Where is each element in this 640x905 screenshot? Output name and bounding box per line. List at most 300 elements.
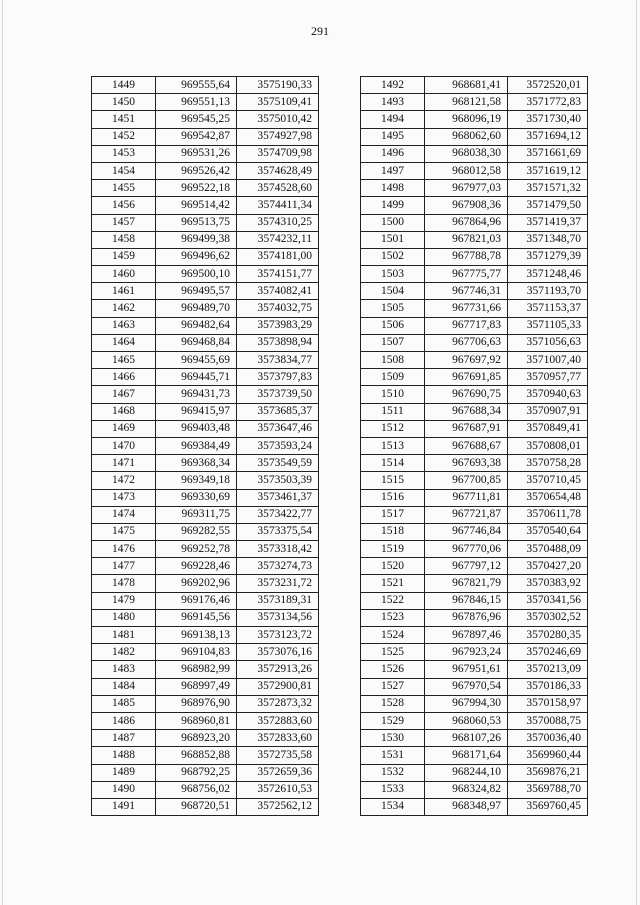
x-coordinate-cell: 968976,90: [156, 695, 237, 712]
y-coordinate-cell: 3570280,35: [508, 627, 588, 644]
x-coordinate-cell: 967693,38: [425, 455, 508, 472]
x-coordinate-cell: 967697,92: [425, 352, 508, 369]
x-coordinate-cell: 968852,88: [156, 747, 237, 764]
point-number-cell: 1468: [92, 403, 156, 420]
table-row: [92, 437, 319, 454]
x-coordinate-cell: 967690,75: [425, 386, 508, 403]
x-coordinate-cell: 968923,20: [156, 730, 237, 747]
y-coordinate-cell: 3571772,83: [508, 94, 588, 111]
point-number-cell: 1526: [361, 661, 425, 678]
x-coordinate-cell: 968062,60: [425, 128, 508, 145]
y-coordinate-cell: 3571193,70: [508, 283, 588, 300]
y-coordinate-cell: 3573834,77: [237, 352, 319, 369]
x-coordinate-cell: 967994,30: [425, 695, 508, 712]
x-coordinate-cell: 969468,84: [156, 334, 237, 351]
table-row: [361, 644, 588, 661]
point-number-cell: 1525: [361, 644, 425, 661]
table-row: [361, 747, 588, 764]
y-coordinate-cell: 3572610,53: [237, 781, 319, 798]
y-coordinate-cell: 3572659,36: [237, 764, 319, 781]
point-number-cell: 1455: [92, 180, 156, 197]
x-coordinate-cell: 969500,10: [156, 266, 237, 283]
x-coordinate-cell: 967897,46: [425, 627, 508, 644]
point-number-cell: 1497: [361, 162, 425, 179]
y-coordinate-cell: 3570088,75: [508, 712, 588, 729]
y-coordinate-cell: 3570654,48: [508, 489, 588, 506]
table-row: [92, 627, 319, 644]
point-number-cell: 1520: [361, 558, 425, 575]
coordinates-table-right: [360, 76, 588, 816]
y-coordinate-cell: 3573503,39: [237, 472, 319, 489]
y-coordinate-cell: 3574528,60: [237, 180, 319, 197]
x-coordinate-cell: 969489,70: [156, 300, 237, 317]
y-coordinate-cell: 3575010,42: [237, 111, 319, 128]
table-row: [92, 162, 319, 179]
x-coordinate-cell: 969138,13: [156, 627, 237, 644]
x-coordinate-cell: 968060,53: [425, 712, 508, 729]
point-number-cell: 1531: [361, 747, 425, 764]
point-number-cell: 1453: [92, 145, 156, 162]
table-row: [361, 437, 588, 454]
table-row: [361, 661, 588, 678]
y-coordinate-cell: 3569876,21: [508, 764, 588, 781]
table-row: [361, 455, 588, 472]
point-number-cell: 1482: [92, 644, 156, 661]
y-coordinate-cell: 3573134,56: [237, 609, 319, 626]
y-coordinate-cell: 3573076,16: [237, 644, 319, 661]
y-coordinate-cell: 3570540,64: [508, 523, 588, 540]
x-coordinate-cell: 968720,51: [156, 798, 237, 815]
point-number-cell: 1524: [361, 627, 425, 644]
x-coordinate-cell: 968982,99: [156, 661, 237, 678]
x-coordinate-cell: 969104,83: [156, 644, 237, 661]
point-number-cell: 1534: [361, 798, 425, 815]
table-row: [92, 541, 319, 558]
y-coordinate-cell: 3573189,31: [237, 592, 319, 609]
y-coordinate-cell: 3574181,00: [237, 248, 319, 265]
scan-edge-left: [2, 0, 3, 905]
x-coordinate-cell: 969415,97: [156, 403, 237, 420]
x-coordinate-cell: 968107,26: [425, 730, 508, 747]
x-coordinate-cell: 969282,55: [156, 523, 237, 540]
point-number-cell: 1502: [361, 248, 425, 265]
y-coordinate-cell: 3573461,37: [237, 489, 319, 506]
table-row: [361, 248, 588, 265]
table-row: [361, 695, 588, 712]
table-row: [92, 455, 319, 472]
x-coordinate-cell: 968096,19: [425, 111, 508, 128]
table-row: [92, 77, 319, 94]
table-row: [92, 369, 319, 386]
table-row: [361, 283, 588, 300]
x-coordinate-cell: 967876,96: [425, 609, 508, 626]
table-row: [92, 334, 319, 351]
x-coordinate-cell: 967788,78: [425, 248, 508, 265]
y-coordinate-cell: 3573797,83: [237, 369, 319, 386]
table-row: [92, 695, 319, 712]
point-number-cell: 1515: [361, 472, 425, 489]
x-coordinate-cell: 967770,06: [425, 541, 508, 558]
x-coordinate-cell: 969545,25: [156, 111, 237, 128]
point-number-cell: 1507: [361, 334, 425, 351]
table-row: [92, 558, 319, 575]
y-coordinate-cell: 3569788,70: [508, 781, 588, 798]
point-number-cell: 1521: [361, 575, 425, 592]
x-coordinate-cell: 967721,87: [425, 506, 508, 523]
point-number-cell: 1489: [92, 764, 156, 781]
y-coordinate-cell: 3573422,77: [237, 506, 319, 523]
y-coordinate-cell: 3570246,69: [508, 644, 588, 661]
y-coordinate-cell: 3571571,32: [508, 180, 588, 197]
y-coordinate-cell: 3571248,46: [508, 266, 588, 283]
x-coordinate-cell: 968324,82: [425, 781, 508, 798]
point-number-cell: 1466: [92, 369, 156, 386]
table-row: [361, 781, 588, 798]
table-row: [361, 798, 588, 815]
point-number-cell: 1469: [92, 420, 156, 437]
point-number-cell: 1452: [92, 128, 156, 145]
y-coordinate-cell: 3572735,58: [237, 747, 319, 764]
point-number-cell: 1450: [92, 94, 156, 111]
table-row: [92, 764, 319, 781]
y-coordinate-cell: 3570907,91: [508, 403, 588, 420]
point-number-cell: 1490: [92, 781, 156, 798]
y-coordinate-cell: 3570213,09: [508, 661, 588, 678]
table-row: [92, 197, 319, 214]
point-number-cell: 1484: [92, 678, 156, 695]
table-row: [92, 317, 319, 334]
point-number-cell: 1483: [92, 661, 156, 678]
table-row: [361, 575, 588, 592]
point-number-cell: 1533: [361, 781, 425, 798]
x-coordinate-cell: 969252,78: [156, 541, 237, 558]
x-coordinate-cell: 968171,64: [425, 747, 508, 764]
point-number-cell: 1495: [361, 128, 425, 145]
point-number-cell: 1530: [361, 730, 425, 747]
table-row: [92, 575, 319, 592]
point-number-cell: 1478: [92, 575, 156, 592]
y-coordinate-cell: 3570302,52: [508, 609, 588, 626]
table-row: [92, 145, 319, 162]
table-row: [361, 369, 588, 386]
table-row: [92, 472, 319, 489]
x-coordinate-cell: 968244,10: [425, 764, 508, 781]
point-number-cell: 1491: [92, 798, 156, 815]
table-row: [92, 489, 319, 506]
y-coordinate-cell: 3573318,42: [237, 541, 319, 558]
point-number-cell: 1505: [361, 300, 425, 317]
x-coordinate-cell: 969368,34: [156, 455, 237, 472]
table-row: [361, 300, 588, 317]
point-number-cell: 1475: [92, 523, 156, 540]
x-coordinate-cell: 969482,64: [156, 317, 237, 334]
y-coordinate-cell: 3572833,60: [237, 730, 319, 747]
y-coordinate-cell: 3571279,39: [508, 248, 588, 265]
y-coordinate-cell: 3574628,49: [237, 162, 319, 179]
point-number-cell: 1499: [361, 197, 425, 214]
table-row: [92, 248, 319, 265]
point-number-cell: 1470: [92, 437, 156, 454]
y-coordinate-cell: 3573647,46: [237, 420, 319, 437]
x-coordinate-cell: 967821,03: [425, 231, 508, 248]
x-coordinate-cell: 967746,84: [425, 523, 508, 540]
table-row: [361, 334, 588, 351]
table-row: [361, 420, 588, 437]
point-number-cell: 1518: [361, 523, 425, 540]
table-row: [361, 180, 588, 197]
point-number-cell: 1527: [361, 678, 425, 695]
point-number-cell: 1510: [361, 386, 425, 403]
point-number-cell: 1471: [92, 455, 156, 472]
point-number-cell: 1465: [92, 352, 156, 369]
x-coordinate-cell: 967821,79: [425, 575, 508, 592]
table-row: [361, 592, 588, 609]
y-coordinate-cell: 3570957,77: [508, 369, 588, 386]
y-coordinate-cell: 3571056,63: [508, 334, 588, 351]
table-row: [361, 214, 588, 231]
point-number-cell: 1492: [361, 77, 425, 94]
x-coordinate-cell: 969499,38: [156, 231, 237, 248]
point-number-cell: 1474: [92, 506, 156, 523]
point-number-cell: 1456: [92, 197, 156, 214]
x-coordinate-cell: 967908,36: [425, 197, 508, 214]
y-coordinate-cell: 3570808,01: [508, 437, 588, 454]
table-row: [361, 541, 588, 558]
y-coordinate-cell: 3571007,40: [508, 352, 588, 369]
point-number-cell: 1508: [361, 352, 425, 369]
x-coordinate-cell: 968997,49: [156, 678, 237, 695]
point-number-cell: 1516: [361, 489, 425, 506]
x-coordinate-cell: 969431,73: [156, 386, 237, 403]
y-coordinate-cell: 3573123,72: [237, 627, 319, 644]
table-row: [92, 420, 319, 437]
table-row: [92, 644, 319, 661]
point-number-cell: 1463: [92, 317, 156, 334]
y-coordinate-cell: 3571348,70: [508, 231, 588, 248]
y-coordinate-cell: 3571661,69: [508, 145, 588, 162]
point-number-cell: 1519: [361, 541, 425, 558]
y-coordinate-cell: 3574310,25: [237, 214, 319, 231]
x-coordinate-cell: 967711,81: [425, 489, 508, 506]
y-coordinate-cell: 3574709,98: [237, 145, 319, 162]
y-coordinate-cell: 3573593,24: [237, 437, 319, 454]
y-coordinate-cell: 3571419,37: [508, 214, 588, 231]
point-number-cell: 1523: [361, 609, 425, 626]
x-coordinate-cell: 969514,42: [156, 197, 237, 214]
x-coordinate-cell: 967951,61: [425, 661, 508, 678]
x-coordinate-cell: 967688,67: [425, 437, 508, 454]
y-coordinate-cell: 3572520,01: [508, 77, 588, 94]
y-coordinate-cell: 3570383,92: [508, 575, 588, 592]
y-coordinate-cell: 3573983,29: [237, 317, 319, 334]
x-coordinate-cell: 969403,48: [156, 420, 237, 437]
point-number-cell: 1461: [92, 283, 156, 300]
point-number-cell: 1486: [92, 712, 156, 729]
x-coordinate-cell: 969145,56: [156, 609, 237, 626]
table-row: [92, 403, 319, 420]
table-row: [92, 730, 319, 747]
x-coordinate-cell: 969555,64: [156, 77, 237, 94]
table-row: [92, 283, 319, 300]
x-coordinate-cell: 968121,58: [425, 94, 508, 111]
x-coordinate-cell: 969495,57: [156, 283, 237, 300]
table-row: [92, 214, 319, 231]
point-number-cell: 1496: [361, 145, 425, 162]
x-coordinate-cell: 967691,85: [425, 369, 508, 386]
table-row: [92, 506, 319, 523]
table-row: [92, 111, 319, 128]
table-row: [361, 162, 588, 179]
y-coordinate-cell: 3570488,09: [508, 541, 588, 558]
x-coordinate-cell: 969542,87: [156, 128, 237, 145]
point-number-cell: 1464: [92, 334, 156, 351]
table-row: [361, 506, 588, 523]
point-number-cell: 1509: [361, 369, 425, 386]
point-number-cell: 1451: [92, 111, 156, 128]
point-number-cell: 1473: [92, 489, 156, 506]
table-row: [92, 712, 319, 729]
point-number-cell: 1460: [92, 266, 156, 283]
point-number-cell: 1500: [361, 214, 425, 231]
table-row: [361, 489, 588, 506]
x-coordinate-cell: 969455,69: [156, 352, 237, 369]
y-coordinate-cell: 3574411,34: [237, 197, 319, 214]
table-row: [361, 712, 588, 729]
scan-edge-right: [636, 0, 637, 905]
point-number-cell: 1449: [92, 77, 156, 94]
x-coordinate-cell: 969513,75: [156, 214, 237, 231]
point-number-cell: 1506: [361, 317, 425, 334]
y-coordinate-cell: 3571153,37: [508, 300, 588, 317]
point-number-cell: 1511: [361, 403, 425, 420]
point-number-cell: 1512: [361, 420, 425, 437]
table-row: [361, 94, 588, 111]
y-coordinate-cell: 3571730,40: [508, 111, 588, 128]
table-row: [92, 300, 319, 317]
y-coordinate-cell: 3573549,59: [237, 455, 319, 472]
table-row: [92, 266, 319, 283]
y-coordinate-cell: 3570611,78: [508, 506, 588, 523]
y-coordinate-cell: 3570758,28: [508, 455, 588, 472]
table-row: [361, 111, 588, 128]
y-coordinate-cell: 3574082,41: [237, 283, 319, 300]
y-coordinate-cell: 3574232,11: [237, 231, 319, 248]
x-coordinate-cell: 968038,30: [425, 145, 508, 162]
x-coordinate-cell: 969522,18: [156, 180, 237, 197]
table-row: [92, 180, 319, 197]
page-number: 291: [311, 24, 329, 38]
y-coordinate-cell: 3570158,97: [508, 695, 588, 712]
table-row: [92, 386, 319, 403]
y-coordinate-cell: 3569760,45: [508, 798, 588, 815]
table-row: [92, 352, 319, 369]
point-number-cell: 1529: [361, 712, 425, 729]
table-row: [361, 764, 588, 781]
x-coordinate-cell: 967923,24: [425, 644, 508, 661]
x-coordinate-cell: 969228,46: [156, 558, 237, 575]
table-row: [361, 128, 588, 145]
table-row: [361, 317, 588, 334]
point-number-cell: 1454: [92, 162, 156, 179]
x-coordinate-cell: 968681,41: [425, 77, 508, 94]
y-coordinate-cell: 3570427,20: [508, 558, 588, 575]
point-number-cell: 1517: [361, 506, 425, 523]
y-coordinate-cell: 3573739,50: [237, 386, 319, 403]
y-coordinate-cell: 3574151,77: [237, 266, 319, 283]
point-number-cell: 1481: [92, 627, 156, 644]
y-coordinate-cell: 3573274,73: [237, 558, 319, 575]
x-coordinate-cell: 968756,02: [156, 781, 237, 798]
point-number-cell: 1504: [361, 283, 425, 300]
y-coordinate-cell: 3571479,50: [508, 197, 588, 214]
point-number-cell: 1522: [361, 592, 425, 609]
coordinates-table-left: [91, 76, 319, 816]
point-number-cell: 1498: [361, 180, 425, 197]
table-row: [92, 798, 319, 815]
x-coordinate-cell: 967797,12: [425, 558, 508, 575]
y-coordinate-cell: 3570036,40: [508, 730, 588, 747]
point-number-cell: 1472: [92, 472, 156, 489]
table-row: [92, 609, 319, 626]
table-row: [361, 231, 588, 248]
table-row: [361, 472, 588, 489]
table-row: [361, 403, 588, 420]
table-row: [361, 77, 588, 94]
x-coordinate-cell: 969445,71: [156, 369, 237, 386]
x-coordinate-cell: 967846,15: [425, 592, 508, 609]
table-row: [361, 352, 588, 369]
point-number-cell: 1485: [92, 695, 156, 712]
y-coordinate-cell: 3569960,44: [508, 747, 588, 764]
y-coordinate-cell: 3570186,33: [508, 678, 588, 695]
x-coordinate-cell: 969176,46: [156, 592, 237, 609]
table-row: [92, 661, 319, 678]
y-coordinate-cell: 3572562,12: [237, 798, 319, 815]
y-coordinate-cell: 3575190,33: [237, 77, 319, 94]
x-coordinate-cell: 968960,81: [156, 712, 237, 729]
table-row: [92, 747, 319, 764]
x-coordinate-cell: 967746,31: [425, 283, 508, 300]
point-number-cell: 1458: [92, 231, 156, 248]
table-row: [361, 609, 588, 626]
table-row: [92, 523, 319, 540]
table-row: [361, 523, 588, 540]
x-coordinate-cell: 967717,83: [425, 317, 508, 334]
table-row: [361, 386, 588, 403]
y-coordinate-cell: 3573685,37: [237, 403, 319, 420]
x-coordinate-cell: 969526,42: [156, 162, 237, 179]
point-number-cell: 1501: [361, 231, 425, 248]
point-number-cell: 1528: [361, 695, 425, 712]
point-number-cell: 1487: [92, 730, 156, 747]
y-coordinate-cell: 3572873,32: [237, 695, 319, 712]
x-coordinate-cell: 969349,18: [156, 472, 237, 489]
y-coordinate-cell: 3574032,75: [237, 300, 319, 317]
y-coordinate-cell: 3570341,56: [508, 592, 588, 609]
table-row: [92, 678, 319, 695]
point-number-cell: 1514: [361, 455, 425, 472]
point-number-cell: 1459: [92, 248, 156, 265]
table-row: [361, 145, 588, 162]
y-coordinate-cell: 3573898,94: [237, 334, 319, 351]
y-coordinate-cell: 3571694,12: [508, 128, 588, 145]
table-row: [92, 94, 319, 111]
point-number-cell: 1488: [92, 747, 156, 764]
table-row: [361, 558, 588, 575]
point-number-cell: 1494: [361, 111, 425, 128]
x-coordinate-cell: 969551,13: [156, 94, 237, 111]
x-coordinate-cell: 967977,03: [425, 180, 508, 197]
